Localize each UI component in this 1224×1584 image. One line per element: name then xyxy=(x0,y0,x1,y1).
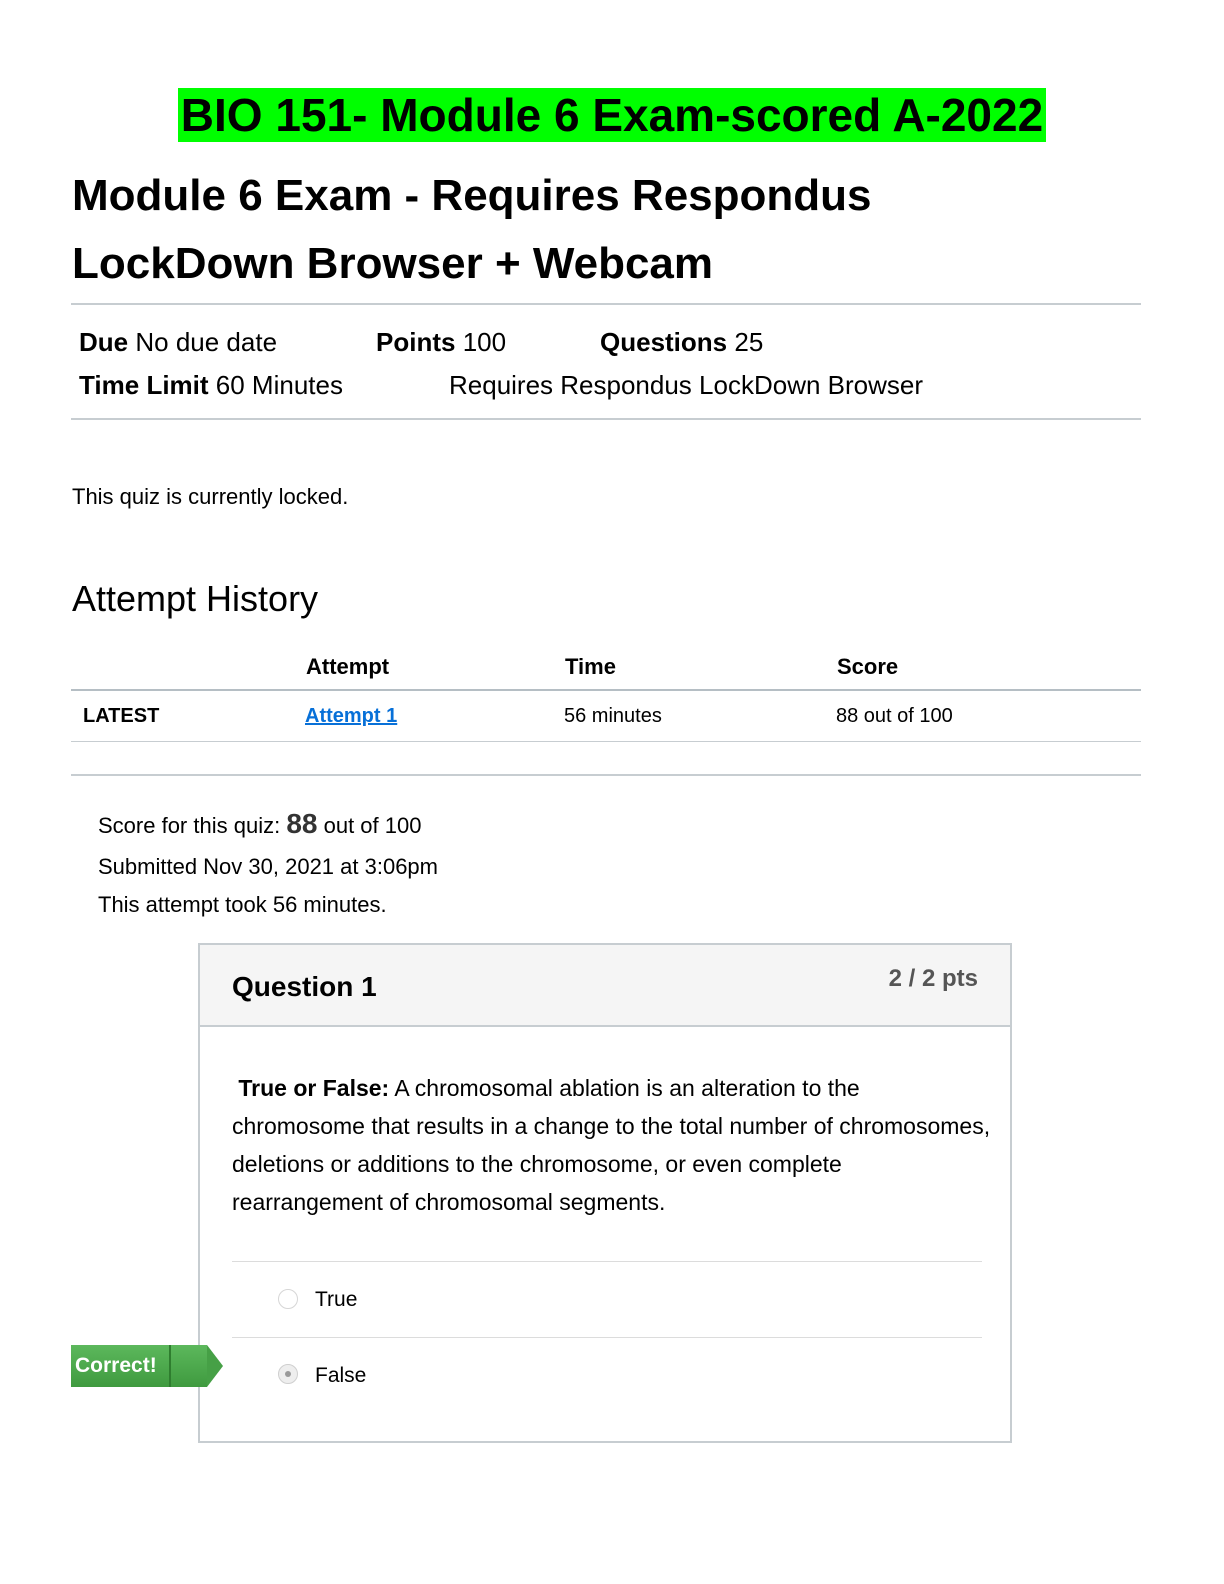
question-prompt xyxy=(232,1069,992,1221)
answer-divider xyxy=(232,1261,982,1262)
radio-false-selected[interactable] xyxy=(278,1364,298,1384)
score-cell: 88 out of 100 xyxy=(836,705,953,727)
score-value: 88 xyxy=(286,808,318,839)
points-value: 100 xyxy=(462,327,507,357)
table-row-divider xyxy=(71,741,1141,742)
radio-true[interactable] xyxy=(278,1289,298,1309)
correct-arrow-icon xyxy=(207,1345,223,1387)
attempt-cell xyxy=(305,705,397,728)
quiz-score xyxy=(98,808,421,840)
questions-info xyxy=(600,326,763,358)
questions-value: 25 xyxy=(734,327,764,357)
points-label: Points xyxy=(376,327,456,357)
answer-divider xyxy=(232,1337,982,1338)
document-title: BIO 151- Module 6 Exam-scored A-2022 xyxy=(178,88,1046,142)
time-limit-label: Time Limit xyxy=(79,370,209,400)
question-header xyxy=(200,945,1010,1027)
time-limit-value: 60 Minutes xyxy=(215,370,343,400)
correct-flag: Correct! xyxy=(71,1345,207,1387)
locked-notice: This quiz is currently locked. xyxy=(72,484,349,509)
questions-label: Questions xyxy=(600,327,728,357)
divider xyxy=(71,418,1141,420)
answer-true-label: True xyxy=(315,1288,358,1311)
document-title-wrapper xyxy=(0,88,1224,142)
column-header-time: Time xyxy=(565,654,616,679)
column-header-attempt: Attempt xyxy=(306,654,390,679)
column-header-score: Score xyxy=(837,654,899,679)
prompt-text: A chromosomal ablation is an alteration to the chromosome that results in a change to the total number of chromosomes, deletions or additions to the chromosome, or even complete rearrangement of chromosomal segments. xyxy=(232,1075,991,1215)
due-value: No due date xyxy=(135,327,278,357)
quiz-title: Module 6 Exam - Requires Respondus LockDown Browser + Webcam xyxy=(72,171,872,288)
due-info xyxy=(79,326,277,358)
score-suffix: out of 100 xyxy=(323,813,422,838)
time-cell: 56 minutes xyxy=(564,705,662,727)
score-prefix: Score for this quiz: xyxy=(98,813,281,838)
question-points: 2 / 2 pts xyxy=(888,965,978,992)
divider xyxy=(71,303,1141,305)
attempt-link[interactable]: Attempt 1 xyxy=(305,705,398,727)
table-header-divider xyxy=(71,689,1141,691)
due-label: Due xyxy=(79,327,129,357)
divider xyxy=(71,774,1141,776)
attempt-history-heading: Attempt History xyxy=(72,578,319,619)
answer-false-label: False xyxy=(315,1364,367,1387)
time-limit-info xyxy=(79,369,343,401)
question-title: Question 1 xyxy=(232,971,377,1002)
latest-tag: LATEST xyxy=(83,705,160,727)
points-info xyxy=(376,326,506,358)
prompt-label: True or False: xyxy=(238,1075,390,1101)
lockdown-requirement: Requires Respondus LockDown Browser xyxy=(449,370,924,400)
attempt-duration: This attempt took 56 minutes. xyxy=(98,892,387,917)
submitted-date: Submitted Nov 30, 2021 at 3:06pm xyxy=(98,854,438,879)
question-card xyxy=(198,943,1012,1443)
